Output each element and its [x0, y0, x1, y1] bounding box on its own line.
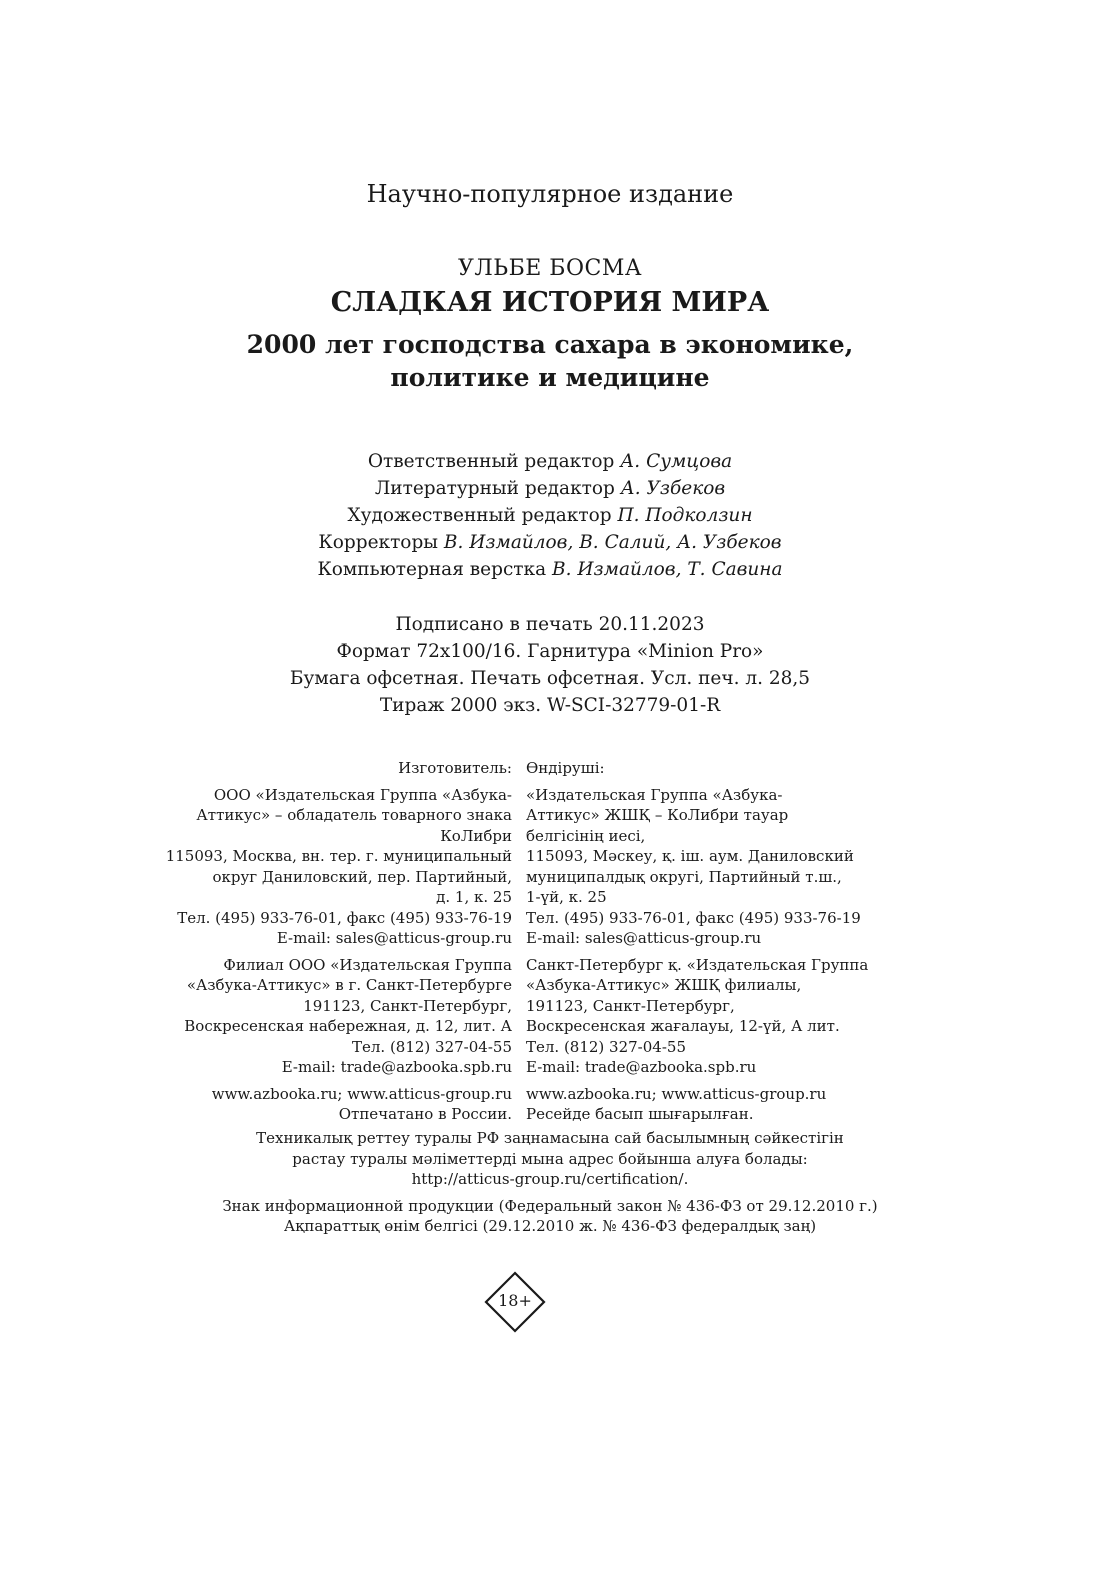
- company-line: Аттикус» ЖШҚ – КоЛибри тауар: [526, 806, 789, 824]
- print-info: [0, 611, 1100, 719]
- certification-line: растау туралы мәліметтерді мына адрес бойынша алуға болады:: [292, 1149, 808, 1168]
- credit-names: А. Узбеков: [620, 478, 726, 499]
- info-sign-line: Знак информационной продукции (Федеральный закон № 436-ФЗ от 29.12.2010 г.): [222, 1196, 878, 1215]
- print-info-line: Формат 72x100/16. Гарнитура «Minion Pro»: [336, 641, 764, 662]
- address-line: 115093, Москва, вн. тер. г. муниципальный: [165, 847, 512, 865]
- subtitle-line: 2000 лет господства сахара в экономике,: [246, 330, 854, 359]
- branch-email-line: E-mail: trade@azbooka.spb.ru: [281, 1058, 512, 1076]
- age-rating-text: 18+: [498, 1291, 532, 1310]
- credit-role: Ответственный редактор: [367, 451, 615, 472]
- credit-line: [0, 448, 1100, 475]
- company-line: белгісінің иесі,: [526, 826, 646, 845]
- credit-line: [0, 529, 1100, 556]
- address-line: муниципалдық округі, Партийный т.ш.,: [526, 867, 842, 886]
- credit-names: В. Измайлов, В. Салий, А. Узбеков: [443, 532, 782, 553]
- websites-line: www.azbooka.ru; www.atticus-group.ru: [526, 1084, 827, 1103]
- subtitle-line: политике и медицине: [390, 363, 710, 392]
- phone-line: Тел. (495) 933-76-01, факс (495) 933-76-19: [177, 908, 512, 927]
- company-line: «Издательская Группа «Азбука-: [526, 785, 783, 804]
- age-rating-badge: [484, 1271, 546, 1333]
- email-line: E-mail: sales@atticus-group.ru: [526, 929, 762, 947]
- genre-line: Научно-популярное издание: [366, 180, 734, 208]
- branch-line: «Азбука-Аттикус» ЖШҚ филиалы,: [526, 976, 802, 994]
- branch-email-line: E-mail: trade@azbooka.spb.ru: [526, 1058, 757, 1076]
- email-line: E-mail: sales@atticus-group.ru: [276, 929, 512, 947]
- branch-line: Филиал ООО «Издательская Группа: [223, 955, 512, 974]
- address-line: 115093, Мәскеу, қ. іш. аум. Даниловский: [526, 847, 854, 865]
- certification-url: http://atticus-group.ru/certification/.: [411, 1170, 689, 1188]
- print-info-line: Тираж 2000 экз. W-SCI-32779-01-R: [379, 695, 721, 716]
- branch-line: Воскресенская набережная, д. 12, лит. А: [184, 1017, 512, 1035]
- branch-phone-line: Тел. (812) 327-04-55: [352, 1037, 512, 1056]
- credit-role: Литературный редактор: [374, 478, 615, 499]
- credit-role: Компьютерная верстка: [317, 559, 547, 580]
- editorial-credits: [0, 448, 1100, 583]
- company-line: КоЛибри: [440, 826, 512, 845]
- printed-in-line: Ресейде басып шығарылған.: [526, 1105, 754, 1123]
- credit-names: В. Измайлов, Т. Савина: [552, 559, 783, 580]
- branch-line: 191123, Санкт-Петербург,: [526, 996, 735, 1015]
- book-title: СЛАДКАЯ ИСТОРИЯ МИРА: [330, 287, 770, 318]
- address-line: 1-үй, к. 25: [526, 888, 607, 906]
- credit-line: [0, 556, 1100, 583]
- manufacturer-ru: [160, 758, 512, 1125]
- info-sign-line: Ақпараттық өнім белгісі (29.12.2010 ж. № 436-ФЗ федералдық заң): [283, 1217, 817, 1235]
- printed-in-line: Отпечатано в России.: [338, 1105, 512, 1123]
- credit-role: Корректоры: [318, 532, 439, 553]
- manufacturer-kz: [526, 758, 886, 1125]
- credit-line: [0, 475, 1100, 502]
- credit-line: [0, 502, 1100, 529]
- address-line: округ Даниловский, пер. Партийный,: [212, 867, 512, 886]
- book-subtitle: [0, 328, 1100, 394]
- address-line: д. 1, к. 25: [436, 888, 512, 906]
- company-line: Аттикус» – обладатель товарного знака: [196, 806, 512, 824]
- credit-role: Художественный редактор: [347, 505, 612, 526]
- websites-line: www.azbooka.ru; www.atticus-group.ru: [211, 1084, 512, 1103]
- legal-notes: [0, 1128, 1100, 1237]
- branch-line: Санкт-Петербург қ. «Издательская Группа: [526, 955, 869, 974]
- phone-line: Тел. (495) 933-76-01, факс (495) 933-76-19: [526, 908, 861, 927]
- credit-names: А. Сумцова: [620, 451, 733, 472]
- branch-phone-line: Тел. (812) 327-04-55: [526, 1037, 686, 1056]
- branch-line: «Азбука-Аттикус» в г. Санкт-Петербурге: [186, 976, 512, 994]
- print-info-line: Бумага офсетная. Печать офсетная. Усл. печ. л. 28,5: [289, 668, 811, 689]
- manufacturer-label: Өндіруші:: [526, 759, 605, 777]
- branch-line: Воскресенская жағалауы, 12-үй, А лит.: [526, 1017, 840, 1035]
- company-line: ООО «Издательская Группа «Азбука-: [213, 785, 512, 804]
- credit-names: П. Подколзин: [617, 505, 753, 526]
- branch-line: 191123, Санкт-Петербург,: [303, 996, 512, 1015]
- certification-line: Техникалық реттеу туралы РФ заңнамасына сай басылымның сәйкестігін: [256, 1129, 844, 1147]
- print-info-line: Подписано в печать 20.11.2023: [395, 614, 705, 635]
- manufacturer-label: Изготовитель:: [398, 759, 512, 777]
- author-name: УЛЬБЕ БОСМА: [457, 256, 643, 281]
